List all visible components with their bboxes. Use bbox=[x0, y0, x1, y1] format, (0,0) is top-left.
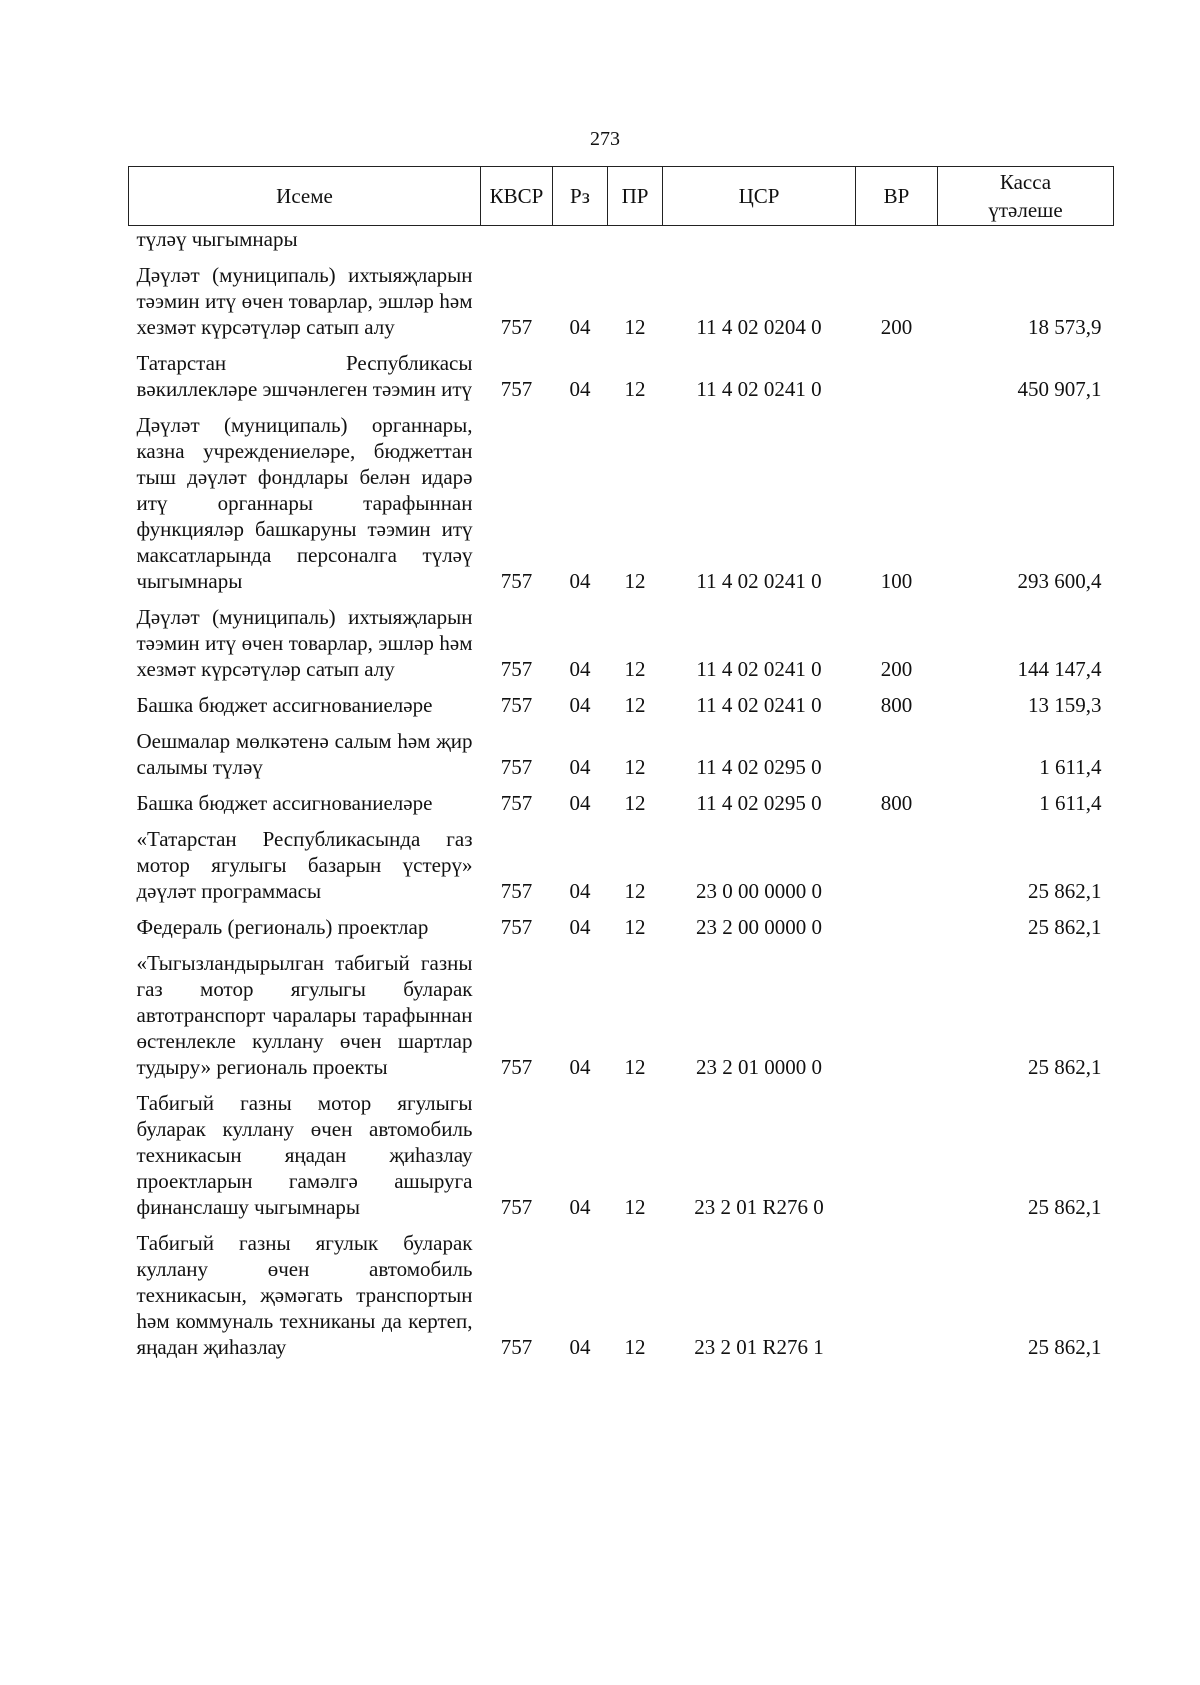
row-csr-cell: 11 4 02 0241 0 bbox=[696, 693, 822, 717]
row-csr-cell: 11 4 02 0241 0 bbox=[696, 657, 822, 681]
table-row bbox=[129, 944, 1114, 1084]
row-rz-cell: 04 bbox=[569, 377, 591, 401]
row-name-cell: Дәүләт (муниципаль) ихтыяҗларын тәэмин итү өчен товарлар, эшләр һәм хезмәт күрсәтүләр сатып алу bbox=[136, 263, 473, 339]
table-row bbox=[129, 226, 1114, 257]
table-row bbox=[129, 1084, 1114, 1224]
row-vr-cell bbox=[856, 908, 938, 944]
row-name-cell: Федераль (региональ) проектлар bbox=[136, 915, 429, 939]
row-pr-cell: 12 bbox=[624, 1195, 646, 1219]
header-kvsr: КВСР bbox=[481, 167, 553, 226]
header-sum bbox=[938, 167, 1114, 226]
row-sum-cell: 25 862,1 bbox=[1028, 915, 1102, 939]
row-vr-cell bbox=[856, 944, 938, 1084]
row-rz-cell: 04 bbox=[569, 755, 591, 779]
row-rz-cell: 04 bbox=[569, 693, 591, 717]
header-name: Исеме bbox=[129, 167, 481, 226]
table-row bbox=[129, 256, 1114, 344]
row-pr-cell: 12 bbox=[624, 657, 646, 681]
budget-table bbox=[128, 166, 1114, 1364]
row-kvsr-cell: 757 bbox=[500, 755, 533, 779]
row-name-cell: «Тыгызландырылган табигый газны газ мотор ягулыгы буларак автотранспорт чаралары тарафыннан өстенлекле куллану өчен шартлар тудыру» региональ проекты bbox=[136, 951, 473, 1079]
row-csr-cell: 23 2 01 R276 0 bbox=[694, 1195, 824, 1219]
row-pr-cell: 12 bbox=[624, 755, 646, 779]
page-number: 273 bbox=[590, 128, 620, 150]
row-pr-cell: 12 bbox=[624, 879, 646, 903]
row-rz-cell: 04 bbox=[569, 1335, 591, 1359]
row-csr-cell: 11 4 02 0241 0 bbox=[696, 569, 822, 593]
header-rz: Рз bbox=[553, 167, 608, 226]
header-pr: ПР bbox=[608, 167, 663, 226]
row-vr-cell bbox=[856, 1224, 938, 1364]
row-vr-cell bbox=[856, 820, 938, 908]
row-name-cell: түләү чыгымнары bbox=[136, 227, 298, 251]
row-sum-cell: 144 147,4 bbox=[1017, 657, 1102, 681]
row-csr-cell: 11 4 02 0241 0 bbox=[696, 377, 822, 401]
table-row bbox=[129, 598, 1114, 686]
header-csr: ЦСР bbox=[663, 167, 856, 226]
row-name-cell: Табигый газны ягулык буларак куллану өчен автомобиль техникасын, җәмәгать транспортын һәм коммуналь техниканы да кертеп, яңадан җиһазлау bbox=[136, 1231, 473, 1359]
row-csr-cell: 11 4 02 0295 0 bbox=[696, 791, 822, 815]
row-pr-cell: 12 bbox=[624, 1335, 646, 1359]
row-kvsr-cell: 757 bbox=[500, 1055, 533, 1079]
row-name-cell: Оешмалар мөлкәтенә салым һәм җир салымы түләү bbox=[136, 729, 473, 779]
row-kvsr-cell: 757 bbox=[500, 791, 533, 815]
header-vr: ВР bbox=[856, 167, 938, 226]
row-rz-cell: 04 bbox=[569, 1055, 591, 1079]
row-csr-cell: 23 2 01 R276 1 bbox=[694, 1335, 824, 1359]
row-sum-cell: 25 862,1 bbox=[1028, 879, 1102, 903]
row-sum-cell: 25 862,1 bbox=[1028, 1055, 1102, 1079]
row-vr-cell: 800 bbox=[880, 693, 913, 717]
row-vr-cell: 200 bbox=[880, 315, 913, 339]
row-rz-cell: 04 bbox=[569, 569, 591, 593]
row-pr-cell: 12 bbox=[624, 1055, 646, 1079]
row-rz-cell: 04 bbox=[569, 315, 591, 339]
row-name-cell: Дәүләт (муниципаль) ихтыяҗларын тәэмин итү өчен товарлар, эшләр һәм хезмәт күрсәтүләр сатып алу bbox=[136, 605, 473, 681]
row-sum-cell: 25 862,1 bbox=[1028, 1195, 1102, 1219]
table-row bbox=[129, 344, 1114, 406]
row-sum-cell: 13 159,3 bbox=[1028, 693, 1102, 717]
row-vr-cell bbox=[856, 226, 938, 257]
table-row bbox=[129, 722, 1114, 784]
row-kvsr-cell: 757 bbox=[500, 693, 533, 717]
row-kvsr-cell bbox=[481, 226, 553, 257]
table-header-row bbox=[129, 167, 1114, 226]
header-sum-line1: Касса bbox=[999, 170, 1052, 194]
row-kvsr-cell: 757 bbox=[500, 915, 533, 939]
row-vr-cell bbox=[856, 722, 938, 784]
row-vr-cell: 100 bbox=[880, 569, 913, 593]
row-csr-cell bbox=[663, 226, 856, 257]
row-sum-cell: 450 907,1 bbox=[1017, 377, 1102, 401]
row-kvsr-cell: 757 bbox=[500, 1335, 533, 1359]
row-rz-cell bbox=[553, 226, 608, 257]
row-vr-cell bbox=[856, 344, 938, 406]
row-sum-cell: 25 862,1 bbox=[1028, 1335, 1102, 1359]
row-sum-cell: 1 611,4 bbox=[1039, 755, 1102, 779]
table-row bbox=[129, 1224, 1114, 1364]
row-pr-cell: 12 bbox=[624, 693, 646, 717]
row-csr-cell: 23 2 00 0000 0 bbox=[696, 915, 822, 939]
row-csr-cell: 11 4 02 0295 0 bbox=[696, 755, 822, 779]
row-csr-cell: 23 2 01 0000 0 bbox=[696, 1055, 822, 1079]
row-kvsr-cell: 757 bbox=[500, 377, 533, 401]
row-pr-cell: 12 bbox=[624, 569, 646, 593]
header-sum-line2: үтәлеше bbox=[988, 198, 1063, 222]
row-pr-cell: 12 bbox=[624, 315, 646, 339]
row-csr-cell: 11 4 02 0204 0 bbox=[696, 315, 822, 339]
row-name-cell: Табигый газны мотор ягулыгы буларак куллану өчен автомобиль техникасын яңадан җиһазлау проектларын гамәлгә ашыруга финанслашу чыгымнары bbox=[136, 1091, 473, 1219]
table-row bbox=[129, 908, 1114, 944]
row-rz-cell: 04 bbox=[569, 1195, 591, 1219]
table-row bbox=[129, 406, 1114, 598]
row-kvsr-cell: 757 bbox=[500, 315, 533, 339]
row-sum-cell: 1 611,4 bbox=[1039, 791, 1102, 815]
row-kvsr-cell: 757 bbox=[500, 569, 533, 593]
table-body bbox=[129, 226, 1114, 1365]
row-pr-cell: 12 bbox=[624, 377, 646, 401]
row-rz-cell: 04 bbox=[569, 879, 591, 903]
row-kvsr-cell: 757 bbox=[500, 1195, 533, 1219]
row-sum-cell bbox=[938, 226, 1114, 257]
row-kvsr-cell: 757 bbox=[500, 657, 533, 681]
row-name-cell: Башка бюджет ассигнованиеләре bbox=[136, 791, 433, 815]
row-rz-cell: 04 bbox=[569, 915, 591, 939]
row-rz-cell: 04 bbox=[569, 791, 591, 815]
row-name-cell: «Татарстан Республикасында газ мотор ягулыгы базарын үстерү» дәүләт программасы bbox=[136, 827, 473, 903]
row-vr-cell: 800 bbox=[880, 791, 913, 815]
row-kvsr-cell: 757 bbox=[500, 879, 533, 903]
row-sum-cell: 18 573,9 bbox=[1028, 315, 1102, 339]
row-rz-cell: 04 bbox=[569, 657, 591, 681]
row-vr-cell bbox=[856, 1084, 938, 1224]
row-name-cell: Дәүләт (муниципаль) органнары, казна учреждениеләре, бюджеттан тыш дәүләт фондлары белән идарә итү органнары тарафыннан функцияләр башкаруны тәэмин итү максатларында персоналга түләү чыгымнары bbox=[136, 413, 473, 593]
row-pr-cell: 12 bbox=[624, 915, 646, 939]
row-vr-cell: 200 bbox=[880, 657, 913, 681]
row-name-cell: Башка бюджет ассигнованиеләре bbox=[136, 693, 433, 717]
row-sum-cell: 293 600,4 bbox=[1017, 569, 1102, 593]
row-csr-cell: 23 0 00 0000 0 bbox=[696, 879, 822, 903]
table-row bbox=[129, 686, 1114, 722]
table-row bbox=[129, 820, 1114, 908]
row-name-cell: Татарстан Республикасы вәкиллекләре эшчәнлеген тәэмин итү bbox=[136, 351, 473, 401]
row-pr-cell bbox=[608, 226, 663, 257]
row-pr-cell: 12 bbox=[624, 791, 646, 815]
table-row bbox=[129, 784, 1114, 820]
